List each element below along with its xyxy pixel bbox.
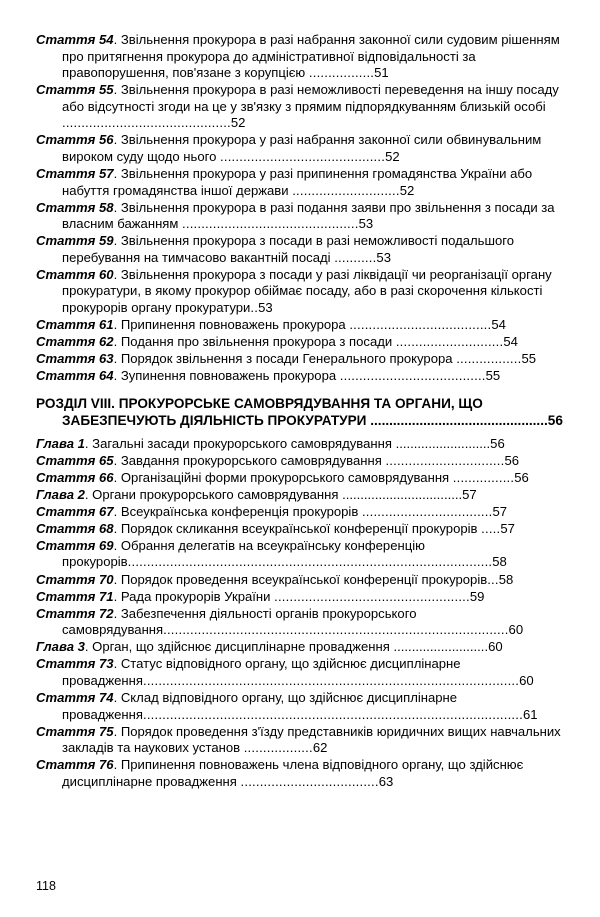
toc-leader: ................................. (342, 486, 463, 502)
toc-entry[interactable] (36, 453, 564, 470)
toc-entry-label: Стаття 70 (36, 571, 114, 587)
toc-entry-text: . Органи прокурорського самоврядування (84, 486, 343, 502)
toc-page-number: 57 (492, 503, 508, 519)
toc-entry[interactable] (36, 267, 564, 317)
toc-page-number: 58 (498, 571, 514, 587)
toc-entry[interactable] (36, 606, 564, 639)
toc-page-number: 56 (490, 435, 505, 451)
toc-leader: ................. (456, 351, 522, 367)
toc-entry[interactable] (36, 334, 564, 351)
toc-leader: ..... (481, 520, 501, 536)
toc-leader: .......................... (395, 435, 491, 451)
toc-page-number: 53 (376, 249, 391, 265)
toc-page-number: 54 (491, 317, 506, 333)
toc-entry-text: . Всеукраїнська конференція прокурорів (113, 503, 362, 519)
toc-leader: ............................... (385, 452, 505, 468)
toc-leader: ............................ (292, 182, 400, 198)
toc-page-number: 51 (374, 65, 389, 81)
toc-entry-label: Стаття 60 (36, 266, 114, 282)
toc-page-number: 60 (488, 639, 503, 655)
toc-entry-text: . Завдання прокурорського самоврядування (113, 452, 386, 468)
toc-entry[interactable] (36, 82, 564, 132)
toc-entry-label: Глава 1 (36, 435, 85, 451)
toc-leader: ... (487, 571, 499, 587)
toc-page-number: 53 (258, 300, 273, 315)
toc-leader: ............................................................................................... (127, 554, 493, 570)
toc-leader: .......................... (393, 639, 489, 655)
toc-page-number: 60 (519, 672, 534, 688)
toc-leader: ..................................... (349, 317, 492, 333)
toc-entry[interactable] (36, 504, 564, 521)
toc-entry-text: . Загальні засади прокурорського самоврядування (84, 435, 396, 451)
toc-entry-text: . Звільнення прокурора у разі набрання законної сили обвинувальним вироком суду щодо нього (62, 132, 542, 164)
toc-leader: .................................. (361, 503, 493, 519)
toc-entry-label: Стаття 71 (36, 588, 114, 604)
toc-entry-text: . Склад відповідного органу, що здійснює дисциплінарне провадження (62, 689, 458, 722)
toc-entry-text: . Зупинення повноважень прокурора (113, 368, 340, 384)
toc-leader: ................. (308, 65, 375, 81)
toc-entry-label: Стаття 56 (36, 132, 114, 148)
toc-page-number: 55 (521, 351, 537, 367)
toc-entry-label: Стаття 72 (36, 605, 114, 621)
toc-entry[interactable] (36, 166, 564, 199)
toc-entry[interactable] (36, 724, 564, 757)
toc-entry[interactable] (36, 589, 564, 606)
toc-entry-text: . Звільнення прокурора в разі неможливості переведення на іншу посаду або відсутності згоди на це у зв'язку з прямим підпорядкуванням близькій особі (62, 82, 559, 114)
toc-entry-label: Стаття 75 (36, 723, 114, 739)
toc-entry-label: Стаття 76 (36, 757, 114, 773)
toc-page-number: 57 (462, 486, 477, 502)
toc-entry[interactable] (36, 233, 564, 266)
toc-entry[interactable] (36, 317, 564, 334)
toc-entry-label: Стаття 61 (36, 317, 114, 333)
toc-entry-text: . Рада прокурорів України (113, 588, 275, 604)
toc-entry-label: Глава 2 (36, 486, 85, 502)
toc-page-number: 52 (385, 148, 400, 164)
toc-entry[interactable] (36, 757, 564, 790)
toc-page-number: 58 (492, 554, 507, 570)
toc-entry-label: Стаття 73 (36, 656, 114, 672)
table-of-contents (36, 32, 564, 790)
toc-entry-text: . Орган, що здійснює дисциплінарне провадження (84, 639, 394, 655)
toc-page-number: 52 (230, 115, 246, 131)
toc-entry-label: Стаття 63 (36, 351, 114, 367)
toc-entry[interactable] (36, 521, 564, 538)
toc-entry-text: . Звільнення прокурора в разі подання заяви про звільнення з посади за власним бажанням (62, 199, 555, 232)
toc-leader: .................................... (240, 773, 379, 789)
toc-entry-label: Стаття 59 (36, 233, 114, 249)
toc-page-number: 62 (312, 740, 328, 756)
toc-entry-text: . Порядок звільнення з посади Генерального прокурора (113, 351, 457, 367)
toc-leader: ................ (452, 469, 515, 485)
toc-page-number: 52 (399, 182, 415, 198)
toc-page-number: 53 (358, 216, 374, 232)
toc-leader: ............................................ (62, 115, 231, 131)
toc-entry-text: . Подання про звільнення прокурора з посади (113, 334, 396, 350)
toc-leader: ........... (334, 249, 377, 265)
toc-entry-label: Стаття 65 (36, 452, 114, 468)
toc-entry[interactable] (36, 656, 564, 689)
toc-entry-label: Стаття 68 (36, 520, 114, 536)
toc-section-label: РОЗДІЛ VIII. ПРОКУРОРСЬКЕ САМОВРЯДУВАННЯ ТА ОРГАНИ, ЩО ЗАБЕЗПЕЧУЮТЬ ДІЯЛЬНІСТЬ ПРОКУРАТУРИ (36, 395, 483, 428)
toc-entry[interactable] (36, 32, 564, 82)
toc-chapter[interactable] (36, 639, 564, 656)
toc-leader: ............................................... (370, 412, 548, 428)
toc-entry[interactable] (36, 538, 564, 571)
page-folio: 118 (36, 879, 56, 893)
toc-entry[interactable] (36, 200, 564, 233)
toc-entry-text: . Припинення повноважень члена відповідного органу, що здійснює дисциплінарне провадження (62, 757, 524, 789)
toc-page-number: 54 (503, 334, 518, 350)
toc-entry-label: Стаття 64 (36, 368, 114, 384)
toc-page-number: 57 (500, 520, 515, 536)
toc-section-heading[interactable] (36, 396, 564, 430)
toc-entry-label: Глава 3 (36, 639, 85, 655)
toc-leader: .. (250, 300, 259, 315)
toc-page-number: 59 (469, 588, 485, 604)
toc-entry-text: . Порядок проведення з'їзду представників юридичних вищих навчальних закладів та наукових установ (62, 723, 561, 756)
toc-entry-text: . Порядок скликання всеукраїнської конференції прокурорів (113, 520, 482, 536)
toc-leader: .................. (243, 740, 313, 756)
toc-entry-text: . Звільнення прокурора з посади в разі неможливості подальшого перебування на тимчасово вакантній посаді (62, 233, 515, 265)
toc-entry-text: . Звільнення прокурора у разі припинення громадянства України або набуття громадянства іншої держави (62, 166, 533, 198)
toc-entry-label: Стаття 67 (36, 503, 114, 519)
toc-entry-text: . Порядок проведення всеукраїнської конференції прокурорів (113, 571, 488, 587)
toc-entry-text: . Припинення повноважень прокурора (113, 317, 350, 333)
toc-entry-label: Стаття 66 (36, 469, 114, 485)
toc-entry-label: Стаття 57 (36, 166, 114, 181)
toc-entry-text: . Обрання делегатів на всеукраїнську конференцію прокурорів (62, 537, 425, 570)
toc-leader: .............................................. (182, 216, 359, 232)
toc-entry[interactable] (36, 132, 564, 165)
toc-entry-text: . Звільнення прокурора з посади у разі ліквідації чи реорганізації органу прокуратури, в якому прокурор обіймає посаду, або в разі скорочення кількості прокурорів органу прокуратури (62, 266, 552, 315)
toc-entry[interactable] (36, 368, 564, 385)
toc-page-number: 56 (504, 452, 520, 468)
toc-entry-label: Стаття 62 (36, 334, 114, 350)
toc-entry[interactable] (36, 351, 564, 368)
toc-leader: ...................................... (339, 368, 486, 384)
toc-page-number: 56 (514, 469, 529, 485)
toc-entry-text: . Статус відповідного органу, що здійснює дисциплінарне провадження (62, 656, 461, 688)
toc-page-number: 56 (547, 412, 563, 428)
toc-chapter[interactable] (36, 436, 564, 453)
toc-entry-label: Стаття 58 (36, 199, 114, 215)
toc-entry[interactable] (36, 470, 564, 487)
toc-page-number: 61 (522, 706, 538, 722)
toc-page-number: 60 (508, 622, 524, 638)
toc-leader: ................................................... (274, 588, 470, 604)
toc-leader: ............................ (395, 334, 504, 350)
toc-leader: .......................................................................................... (163, 622, 509, 638)
toc-entry-label: Стаття 54 (36, 32, 114, 47)
toc-page-number: 55 (485, 368, 501, 384)
toc-entry-text: . Організаційні форми прокурорського самоврядування (113, 469, 453, 485)
toc-entry[interactable] (36, 572, 564, 589)
toc-page-number: 63 (378, 773, 394, 789)
toc-leader: ........................................... (220, 148, 386, 164)
toc-leader: ................................................................................................... (142, 706, 523, 722)
toc-entry-text: . Звільнення прокурора в разі набрання законної сили судовим рішенням про притягнення прокурора до адміністративної відповідальності за правопорушення, пов'язане з корупцією (62, 32, 560, 81)
toc-leader: .................................................................................................. (142, 672, 520, 688)
toc-entry-label: Стаття 74 (36, 689, 114, 705)
toc-entry-text: . Забезпечення діяльності органів прокурорського самоврядування (62, 605, 417, 638)
toc-entry-label: Стаття 55 (36, 82, 114, 98)
toc-entry[interactable] (36, 690, 564, 723)
toc-entry-label: Стаття 69 (36, 537, 114, 553)
toc-chapter[interactable] (36, 487, 564, 504)
